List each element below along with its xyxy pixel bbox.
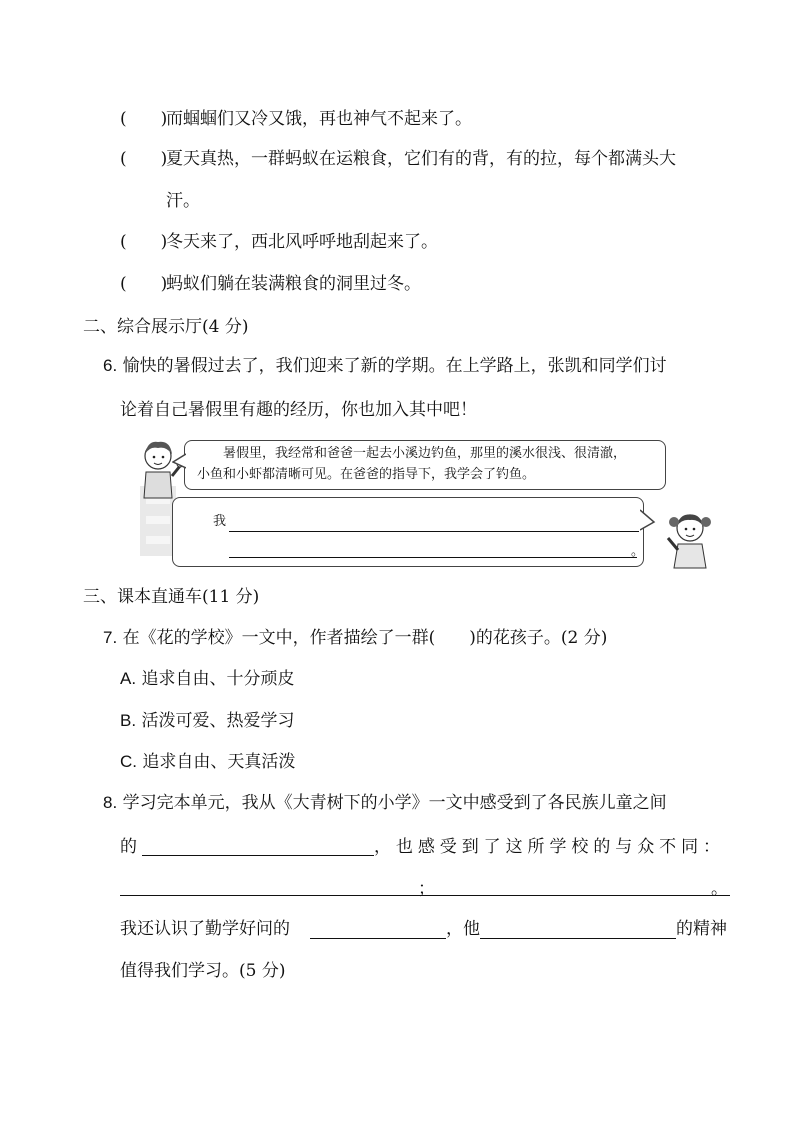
- section-heading-2: 二、综合展示厅(4 分): [83, 317, 249, 337]
- q8-line-2: 的: [120, 837, 137, 857]
- question-number: 7.: [103, 628, 118, 647]
- bubble-tail-left: [172, 452, 186, 472]
- q8-line-4: 我还认识了勤学好问的: [120, 919, 290, 939]
- line-text: 蚂蚁们躺在装满粮食的洞里过冬。: [166, 274, 421, 294]
- order-line-2: [120, 148, 676, 170]
- q6-line-2: 论着自己暑假里有趣的经历，你也加入其中吧！: [120, 400, 477, 420]
- order-line-3: [120, 231, 438, 253]
- line-text: 冬天来了，西北风呼呼地刮起来了。: [166, 232, 438, 252]
- answer-line-1[interactable]: [229, 531, 639, 532]
- answer-paren[interactable]: ( ): [120, 232, 168, 252]
- section-heading-3: 三、课本直通车(11 分): [83, 587, 260, 607]
- question-number: 6.: [103, 356, 118, 375]
- q6-line-1: 6. 愉快的暑假过去了，我们迎来了新的学期。在上学路上，张凯和同学们讨: [103, 356, 667, 376]
- answer-line-2[interactable]: [229, 557, 637, 558]
- speech-bubble-boy: [184, 440, 666, 490]
- q8-blank-4[interactable]: [480, 938, 676, 939]
- q7-option-a[interactable]: A. 追求自由、十分顽皮: [120, 669, 295, 689]
- q7-question: 7. 在《花的学校》一文中，作者描绘了一群( )的花孩子。(2 分): [103, 628, 608, 648]
- q8-semicolon: ；: [418, 879, 435, 899]
- order-line-4: [120, 273, 421, 295]
- dialogue-illustration: [132, 432, 720, 570]
- answer-end-mark: 。: [631, 544, 645, 559]
- question-number: 8.: [103, 793, 118, 812]
- bubble-line-1: 暑假里，我经常和爸爸一起去小溪边钓鱼，那里的溪水很浅、很清澈，: [223, 446, 627, 461]
- answer-paren[interactable]: ( ): [120, 109, 168, 129]
- line-text: 夏天真热，一群蚂蚁在运粮食，它们有的背，有的拉，每个都满头大: [166, 149, 676, 169]
- order-line-2-cont: 汗。: [166, 191, 200, 211]
- q8-line-4-mid: ，他: [446, 919, 480, 939]
- girl-illustration: [662, 508, 718, 578]
- q7-option-c[interactable]: C. 追求自由、天真活泼: [120, 752, 296, 772]
- q7-option-b[interactable]: B. 活泼可爱、热爱学习: [120, 711, 295, 731]
- bubble-line-2: 小鱼和小虾都清晰可见。在爸爸的指导下，我学会了钓鱼。: [197, 467, 536, 482]
- q8-line-1: 8. 学习完本单元，我从《大青树下的小学》一文中感受到了各民族儿童之间: [103, 793, 667, 813]
- answer-paren[interactable]: ( ): [120, 149, 168, 169]
- q8-line-2-mid: ，也感受到了这所学校的与众不同：: [374, 837, 720, 857]
- q8-line-4-end: 的精神: [676, 919, 727, 939]
- q8-period: 。: [711, 879, 728, 899]
- answer-paren[interactable]: ( ): [120, 274, 168, 294]
- q8-blank-3[interactable]: [310, 938, 446, 939]
- answer-prefix: 我: [213, 514, 227, 529]
- q8-line-5: 值得我们学习。(5 分): [120, 961, 286, 981]
- q8-blank-1[interactable]: [142, 855, 374, 856]
- bubble-tail-right: [640, 508, 656, 534]
- answer-bubble: [172, 497, 644, 567]
- line-text: 而蝈蝈们又冷又饿，再也神气不起来了。: [166, 109, 472, 129]
- order-line-1: [120, 108, 472, 130]
